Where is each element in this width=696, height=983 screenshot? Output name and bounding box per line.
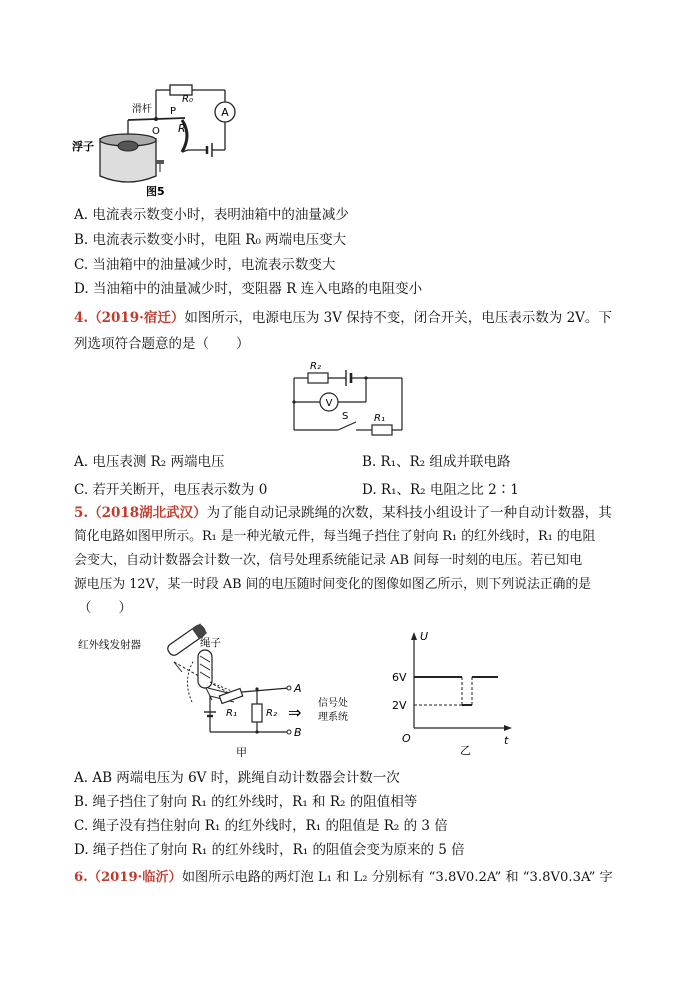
q4-option-b: B. R₁、R₂ 组成并联电路 bbox=[362, 454, 511, 470]
svg-text:滑杆: 滑杆 bbox=[132, 104, 152, 115]
q5-stem-line-1 bbox=[74, 503, 612, 523]
resistor-r2-jia bbox=[252, 704, 262, 722]
q5-option-c: C. 绳子没有挡住射向 R₁ 的红外线时，R₁ 的阻值是 R₂ 的 3 倍 bbox=[74, 818, 448, 834]
svg-text:绳子: 绳子 bbox=[200, 637, 221, 649]
q4-number: 4. bbox=[74, 310, 89, 326]
q5-option-b: B. 绳子挡住了射向 R₁ 的红外线时，R₁ 和 R₂ 的阻值相等 bbox=[74, 794, 418, 810]
q4-stem-line-1 bbox=[74, 308, 612, 328]
q5-figure-yi-graph bbox=[388, 628, 520, 758]
q5-text-1: 为了能自动记录跳绳的次数，某科技小组设计了一种自动计数器，其 bbox=[206, 505, 612, 521]
svg-text:P: P bbox=[170, 106, 177, 117]
svg-text:A: A bbox=[221, 106, 229, 119]
q4-option-c: C. 若开关断开，电压表示数为 0 bbox=[74, 482, 268, 498]
q5-stem-line-5: （ ） bbox=[78, 600, 132, 616]
svg-text:B: B bbox=[294, 726, 302, 739]
figure-5-oil-gauge-diagram bbox=[70, 80, 260, 200]
q5-stem-line-4: 源电压为 12V，某一时段 AB 间的电压随时间变化的图像如图乙所示，则下列说法正确的是 bbox=[74, 577, 592, 592]
q4-circuit-diagram bbox=[290, 358, 408, 438]
q5-option-d: D. 绳子挡住了射向 R₁ 的红外线时，R₁ 的阻值会变为原来的 5 倍 bbox=[74, 842, 465, 858]
q6-number: 6. bbox=[74, 870, 88, 885]
q4-text-1: 如图所示，电源电压为 3V 保持不变，闭合开关，电压表示数为 2V。下 bbox=[184, 310, 612, 326]
q5-stem-line-3: 会变大，自动计数器会计数一次，信号处理系统能记录 AB 间每一时刻的电压。若已知电 bbox=[74, 553, 583, 568]
q4-option-d: D. R₁、R₂ 电阻之比 2∶1 bbox=[362, 482, 519, 498]
q5-source: （2018湖北武汉） bbox=[88, 505, 207, 521]
svg-text:R₁: R₁ bbox=[374, 413, 385, 424]
arrow-right-icon: ⇒ bbox=[288, 703, 302, 722]
resistor-r1 bbox=[372, 425, 392, 435]
svg-text:6V: 6V bbox=[392, 671, 407, 684]
svg-text:甲: 甲 bbox=[236, 746, 247, 759]
svg-text:O: O bbox=[152, 126, 160, 137]
q4-stem-line-2: 列选项符合题意的是（ ） bbox=[74, 336, 250, 352]
svg-text:红外线发射器: 红外线发射器 bbox=[78, 639, 141, 651]
q5-figure-jia bbox=[74, 622, 364, 762]
svg-text:U: U bbox=[420, 630, 429, 643]
svg-text:R₂: R₂ bbox=[310, 361, 321, 372]
svg-text:图5: 图5 bbox=[146, 185, 165, 198]
svg-text:R₁: R₁ bbox=[226, 708, 237, 719]
svg-text:V: V bbox=[325, 398, 333, 409]
svg-text:理系统: 理系统 bbox=[318, 712, 348, 723]
q3-option-a: A. 电流表示数变小时，表明油箱中的油量减少 bbox=[74, 207, 349, 223]
q3-option-c: C. 当油箱中的油量减少时，电流表示数变大 bbox=[74, 257, 336, 273]
svg-text:R: R bbox=[178, 122, 186, 135]
q3-option-b: B. 电流表示数变小时，电阻 R₀ 两端电压变大 bbox=[74, 232, 347, 248]
q4-source: （2019·宿迁） bbox=[88, 310, 185, 326]
svg-text:S: S bbox=[342, 411, 349, 422]
svg-text:R₂: R₂ bbox=[266, 708, 277, 719]
svg-text:R₀: R₀ bbox=[182, 94, 193, 105]
q5-stem-line-2: 简化电路如图甲所示。R₁ 是一种光敏元件，每当绳子挡住了射向 R₁ 的红外线时，R₁ 的电阻 bbox=[74, 529, 596, 544]
svg-text:信号处: 信号处 bbox=[318, 698, 348, 709]
svg-text:A: A bbox=[294, 682, 302, 695]
svg-text:乙: 乙 bbox=[460, 744, 471, 757]
svg-text:O: O bbox=[402, 732, 411, 745]
q6-text-1: 如图所示电路的两灯泡 L₁ 和 L₂ 分别标有 “3.8V0.2A” 和 “3.8V0.3A” 字 bbox=[181, 870, 613, 885]
q5-number: 5. bbox=[74, 505, 89, 521]
q6-stem-line-1 bbox=[74, 868, 613, 888]
q5-option-a: A. AB 两端电压为 6V 时，跳绳自动计数器会计数一次 bbox=[74, 770, 400, 786]
q3-option-d: D. 当油箱中的油量减少时，变阻器 R 连入电路的电阻变小 bbox=[74, 281, 423, 297]
svg-text:浮子: 浮子 bbox=[72, 140, 94, 153]
q4-option-a: A. 电压表测 R₂ 两端电压 bbox=[74, 454, 225, 470]
q6-source: （2019·临沂） bbox=[87, 870, 182, 885]
resistor-r2 bbox=[308, 373, 328, 383]
svg-text:2V: 2V bbox=[392, 699, 407, 712]
svg-text:t: t bbox=[504, 734, 509, 747]
